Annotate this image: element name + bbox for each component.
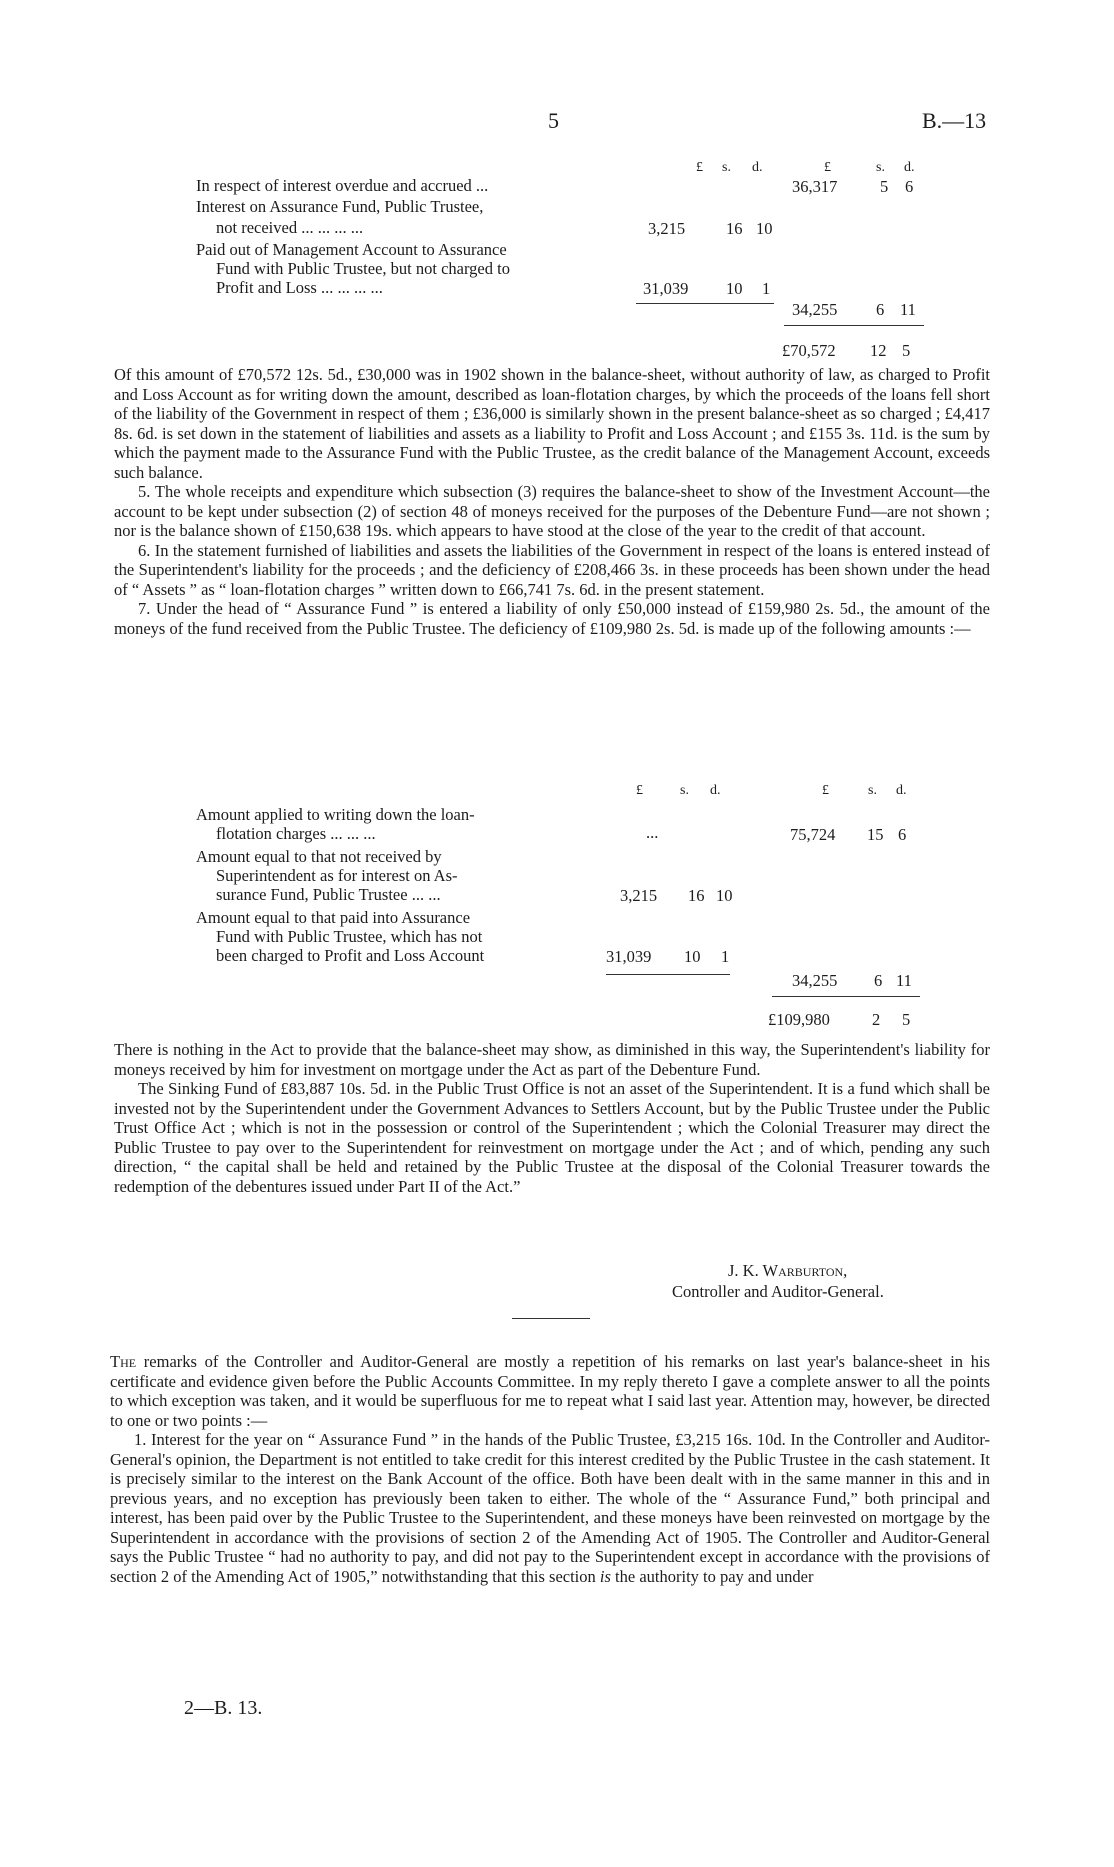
table-row-label: flotation charges ... ... ... [216,824,376,843]
subtotal-pounds: 34,255 [792,300,838,319]
amount-shillings: 16 [726,219,743,238]
subtotal-pence: 11 [896,971,912,990]
amount-shillings: 5 [880,177,889,196]
paragraph: 5. The whole receipts and expenditure which subsection (3) requires the balance-sheet to show of the Investment Account—the account to be kept under subsection (2) of section 48 of moneys received for the purposes of the Debenture Fund—are not shown ; nor is the balance shown of £150,638 19s. which appears to have stood at the close of the year to the credit of that account. [114,482,990,540]
table-row-label: Fund with Public Trustee, but not charged to [216,259,510,278]
table-row-label: Profit and Loss ... ... ... ... [216,278,383,297]
lead-word: The [110,1352,137,1371]
table-row-label: not received ... ... ... ... [216,218,364,237]
paragraph: The Sinking Fund of £83,887 10s. 5d. in the Public Trust Office is not an asset of the Superintendent. It is a fund which shall be invested not by the Superintendent under the Government Advances to Settlers Account, but by the Public Trustee under the Public Trust Office Act ; which is not in the possession or control of the Superintendent ; which the Colonial Treasurer may direct the Public Trustee to pay over to the Superintendent for reinvestment on mortgage under the Act ; and of which, pending any such direction, “ the capital shall be held and retained by the Public Trustee at the disposal of the Colonial Treasurer towards the redemption of the debentures issued under Part II of the Act.” [114,1079,990,1196]
amount-pounds: 75,724 [790,825,836,844]
column-header-pence-inner: d. [752,160,763,175]
amount-shillings: 15 [867,825,884,844]
column-header-pence-outer: d. [896,783,907,798]
amount-pence: 6 [905,177,914,196]
signature-mark: 2—B. 13. [184,1697,263,1719]
section-divider [512,1318,590,1319]
column-header-pounds-outer: £ [824,160,831,175]
amount-placeholder: ... [646,823,659,842]
paragraph: There is nothing in the Act to provide that the balance-sheet may show, as diminished in this way, the Superintendent's liability for moneys received by him for investment on mortgage under the Act as part of the Debenture Fund. [114,1040,990,1079]
document-reference: B.—13 [922,108,987,133]
amount-shillings: 16 [688,886,705,905]
body-text-block-c [110,1352,990,1586]
total-pence: 5 [902,1010,911,1029]
column-header-pence-inner: d. [710,783,721,798]
paragraph: Of this amount of £70,572 12s. 5d., £30,000 was in 1902 shown in the balance-sheet, without authority of law, as charged to Profit and Loss Account as for writing down the amount, described as loan-flotation charges, by which the proceeds of the loans fell short of the liability of the Government in respect of them ; £36,000 is similarly shown in the present balance-sheet as so charged ; £4,417 8s. 6d. is set down in the statement of liabilities and assets as a liability to Profit and Loss Account ; and £155 3s. 11d. is the sum by which the payment made to the Assurance Fund with the Public Trustee, as the credit balance of the Management Account, exceeds such balance. [114,365,990,482]
amount-pence: 1 [721,947,730,966]
column-header-shillings-inner: s. [680,783,689,798]
table-row-label: Amount applied to writing down the loan- [196,805,475,824]
table-row-label: surance Fund, Public Trustee ... ... [216,885,441,904]
body-text-block-b [114,1040,990,1196]
paragraph: 1. Interest for the year on “ Assurance Fund ” in the hands of the Public Trustee, £3,215 16s. 10d. In the Controller and Auditor-General's opinion, the Department is not entitled to take credit for this interest credited by the Public Trustee in the cash statement. It is precisely similar to the interest on the Bank Account of the office. Both have been dealt with in the same manner in this and in previous years, and no exception has previously been taken to either. The whole of the “ Assurance Fund,” both principal and interest, has been paid over by the Public Trustee to the Superintendent, and these moneys have been reinvested on mortgage by the Superintendent in accordance with the provisions of section 2 of the Amending Act of 1905. The Controller and Auditor-General says the Public Trustee “ had no authority to pay, and did not pay to the Superintendent except in accordance with the provisions of section 2 of the Amending Act of 1905,” notwithstanding that this section is the authority to pay and under [110,1430,990,1586]
paragraph: The remarks of the Controller and Auditor-General are mostly a repetition of his remarks on last year's balance-sheet in his certificate and evidence given before the Public Accounts Committee. In my reply thereto I gave a complete answer to all the points to which exception was taken, and it would be superfluous for me to repeat what I said last year. Attention may, however, be directed to one or two points :— [110,1352,990,1430]
amount-pounds: 3,215 [620,886,658,905]
table-row-label: Interest on Assurance Fund, Public Trustee, [196,197,484,216]
subtotal-shillings: 6 [876,300,885,319]
table-row-label: Amount equal to that not received by [196,847,442,866]
amount-pence: 6 [898,825,907,844]
amount-pence: 10 [756,219,773,238]
subtotal-rule [606,974,730,975]
column-header-shillings-outer: s. [876,160,885,175]
amount-shillings: 10 [726,279,743,298]
total-pounds: £70,572 [782,341,836,360]
amount-pounds: 31,039 [643,279,689,298]
column-header-pounds-inner: £ [636,783,643,798]
emphasis: is [599,1566,611,1586]
total-pounds: £109,980 [768,1010,830,1029]
total-rule [784,325,924,326]
body-text-block-a [114,365,990,638]
column-header-pence-outer: d. [904,160,915,175]
amount-pence: 1 [762,279,771,298]
column-header-shillings-outer: s. [868,783,877,798]
amount-pounds: 36,317 [792,177,838,196]
table-row-label: In respect of interest overdue and accrued ... [196,176,489,195]
table-row-label: Superintendent as for interest on As- [216,866,458,885]
table-row-label: Fund with Public Trustee, which has not [216,927,483,946]
amount-pounds: 31,039 [606,947,652,966]
amount-pounds: 3,215 [648,219,686,238]
amount-shillings: 10 [684,947,701,966]
total-shillings: 2 [872,1010,881,1029]
page-number: 5 [548,108,559,133]
subtotal-rule [636,303,774,304]
table-row-label: Paid out of Management Account to Assurance [196,240,507,259]
signatory-name: J. K. Warburton, [728,1261,848,1280]
subtotal-pence: 11 [900,300,916,319]
subtotal-shillings: 6 [874,971,883,990]
total-pence: 5 [902,341,911,360]
amount-pence: 10 [716,886,733,905]
table-row-label: been charged to Profit and Loss Account [216,946,485,965]
column-header-pounds-outer: £ [822,783,829,798]
total-shillings: 12 [870,341,887,360]
column-header-shillings-inner: s. [722,160,731,175]
paragraph: 6. In the statement furnished of liabilities and assets the liabilities of the Government in respect of the loans is entered instead of the Superintendent's liability for the proceeds ; and the deficiency of £208,466 3s. in these proceeds has been shown under the head of “ Assets ” as “ loan-flotation charges ” written down to £66,741 7s. 6d. in the present statement. [114,540,990,599]
total-rule [772,996,920,997]
table-row-label: Amount equal to that paid into Assurance [196,908,471,927]
signatory-title: Controller and Auditor-General. [672,1282,884,1301]
subtotal-pounds: 34,255 [792,971,838,990]
paragraph: 7. Under the head of “ Assurance Fund ” is entered a liability of only £50,000 instead of £159,980 2s. 5d., the amount of the moneys of the fund received from the Public Trustee. The deficiency of £109,980 2s. 5d. is made up of the following amounts :— [114,599,990,638]
column-header-pounds-inner: £ [696,160,703,175]
